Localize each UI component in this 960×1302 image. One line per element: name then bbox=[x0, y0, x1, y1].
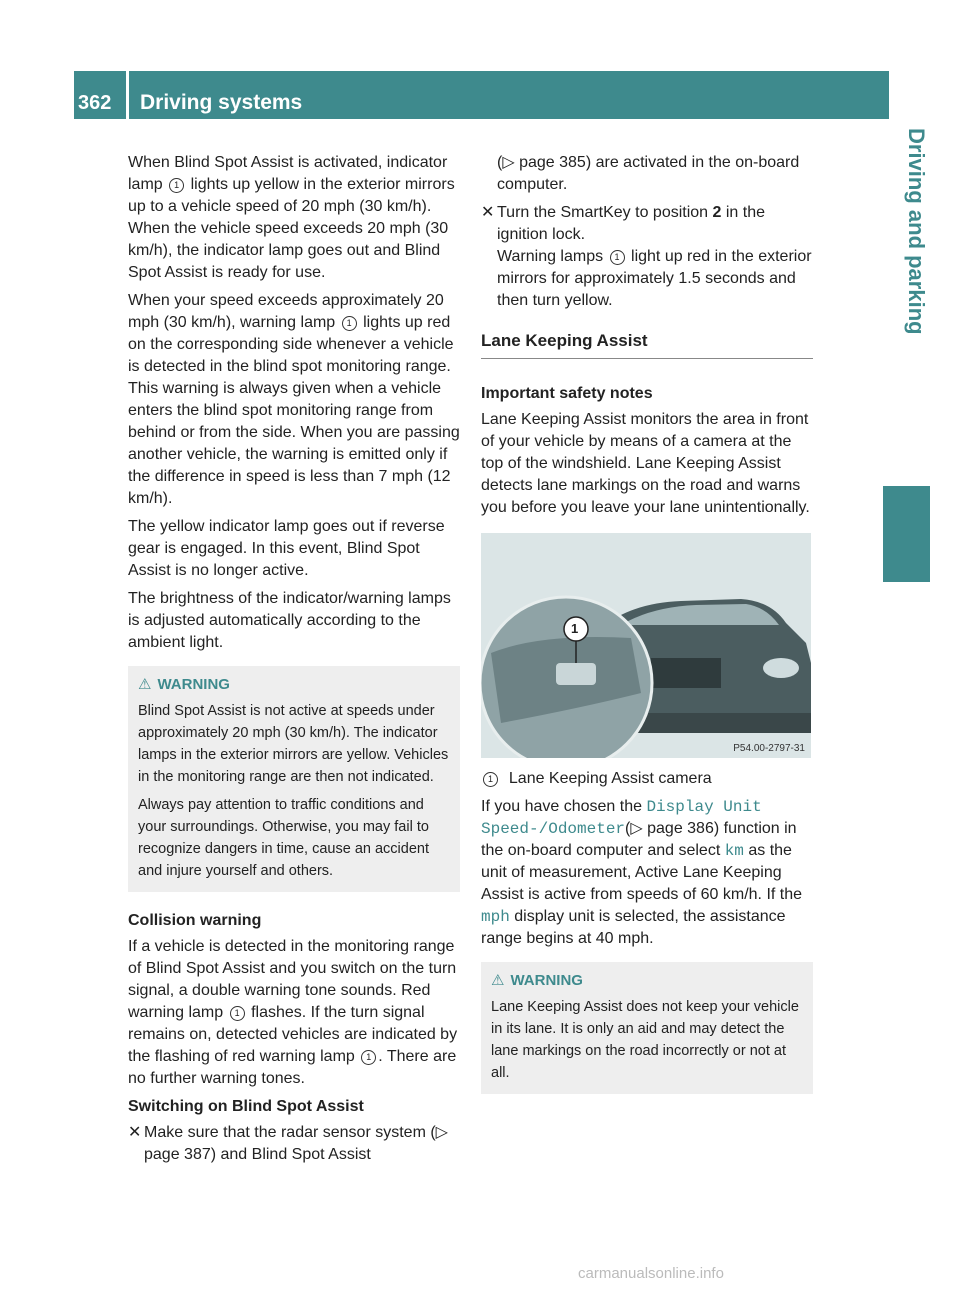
warning-title: ⚠ WARNING bbox=[491, 972, 583, 989]
page-ref-icon: ▷ bbox=[630, 820, 643, 837]
paragraph: The brightness of the indicator/warning lamps is adjusted automatically according to the ambient light. bbox=[128, 590, 451, 651]
watermark: carmanualsonline.info bbox=[578, 1265, 724, 1282]
paragraph: (▷ page 385) are activated in the on-board computer. bbox=[497, 154, 800, 193]
left-column bbox=[128, 152, 460, 1172]
figure-caption: 1 Lane Keeping Assist camera bbox=[481, 768, 813, 790]
paragraph: Lane Keeping Assist monitors the area in front of your vehicle by means of a camera at the top of the windshield. Lane Keeping Assist detects lane markings on the road and warns you before you leave your lane unintentionally. bbox=[481, 411, 810, 516]
camera-figure bbox=[481, 533, 811, 758]
list-item: ✕ Make sure that the radar sensor system (▷ page 387) and Blind Spot Assist bbox=[128, 1124, 448, 1163]
section-title: Lane Keeping Assist bbox=[481, 330, 813, 359]
callout-1-icon: 1 bbox=[610, 250, 625, 265]
bullet-arrow-icon: ✕ bbox=[128, 1124, 142, 1141]
collision-heading: Collision warning bbox=[128, 912, 262, 929]
warning-triangle-icon: ⚠ bbox=[138, 676, 152, 693]
callout-1-icon: 1 bbox=[483, 772, 498, 787]
figure-code: P54.00-2797-31 bbox=[733, 743, 805, 754]
paragraph: When Blind Spot Assist is activated, indicator lamp 1 lights up yellow in the exterior mirrors up to a vehicle speed of 20 mph (30 km/h). When the vehicle speed exceeds 20 mph (30 km/h), the indicator lamp goes out and Blind Spot Assist is ready for use. bbox=[128, 154, 455, 281]
figure-callout-number: 1 bbox=[571, 621, 579, 636]
safety-heading: Important safety notes bbox=[481, 385, 653, 402]
car-illustration bbox=[481, 533, 811, 758]
page-ref-icon: ▷ bbox=[435, 1124, 448, 1141]
right-column bbox=[481, 152, 813, 1112]
callout-1-icon: 1 bbox=[169, 178, 184, 193]
switching-heading: Switching on Blind Spot Assist bbox=[128, 1098, 364, 1115]
list-item: ✕ Turn the SmartKey to position 2 in the ignition lock. Warning lamps 1 light up red in the exterior mirrors for approximately 1.5 seconds and then turn yellow. bbox=[481, 204, 812, 309]
paragraph: If you have chosen the Display Unit Speed-/Odometer(▷ page 386) function in the on-board computer and select km as the unit of measurement, Active Lane Keeping Assist is active from speeds of 60 km/h. If the mph display unit is selected, the assistance range begins at 40 mph. bbox=[481, 798, 803, 947]
side-tab-label: Driving and parking bbox=[904, 128, 929, 335]
warning-box bbox=[481, 962, 813, 1094]
paragraph: If a vehicle is detected in the monitoring range of Blind Spot Assist and you switch on the turn signal, a double warning tone sounds. Red warning lamp 1 flashes. If the turn signal remains on, detected vehicles are indicated by the flashing of red warning lamp 1 . There are no further warning tones. bbox=[128, 938, 458, 1087]
header-divider bbox=[126, 71, 129, 119]
warning-text: Lane Keeping Assist does not keep your vehicle in its lane. It is only an aid and may detect the lane markings on the road incorrectly or not at all. bbox=[491, 999, 799, 1081]
page-ref-icon: ▷ bbox=[502, 154, 515, 171]
paragraph: When your speed exceeds approximately 20 mph (30 km/h), warning lamp 1 lights up red on the corresponding side whenever a vehicle is detected in the blind spot monitoring range. This warning is always given when a vehicle enters the blind spot monitoring range from behind or from the side. When you are passing another vehicle, the warning is emitted only if the difference in speed is less than 7 mph (12 km/h). bbox=[128, 292, 460, 507]
warning-triangle-icon: ⚠ bbox=[491, 972, 505, 989]
warning-text: Blind Spot Assist is not active at speeds under approximately 20 mph (30 km/h). The indicator lamps in the exterior mirrors are yellow. Vehicles in the monitoring range are then not indicated. bbox=[138, 703, 449, 785]
warning-box bbox=[128, 666, 460, 892]
callout-1-icon: 1 bbox=[342, 316, 357, 331]
callout-1-icon: 1 bbox=[361, 1050, 376, 1065]
bullet-arrow-icon: ✕ bbox=[481, 204, 495, 221]
paragraph: The yellow indicator lamp goes out if reverse gear is engaged. In this event, Blind Spot Assist is no longer active. bbox=[128, 518, 445, 579]
page-number: 362 bbox=[78, 92, 112, 114]
side-tab-marker bbox=[883, 486, 930, 582]
chapter-title: Driving systems bbox=[140, 91, 303, 114]
warning-text: Always pay attention to traffic conditions and your surroundings. Otherwise, you may fail to recognize dangers in time, cause an accident and injure yourself and others. bbox=[138, 797, 429, 879]
callout-1-icon: 1 bbox=[230, 1006, 245, 1021]
warning-title: ⚠ WARNING bbox=[138, 676, 230, 693]
